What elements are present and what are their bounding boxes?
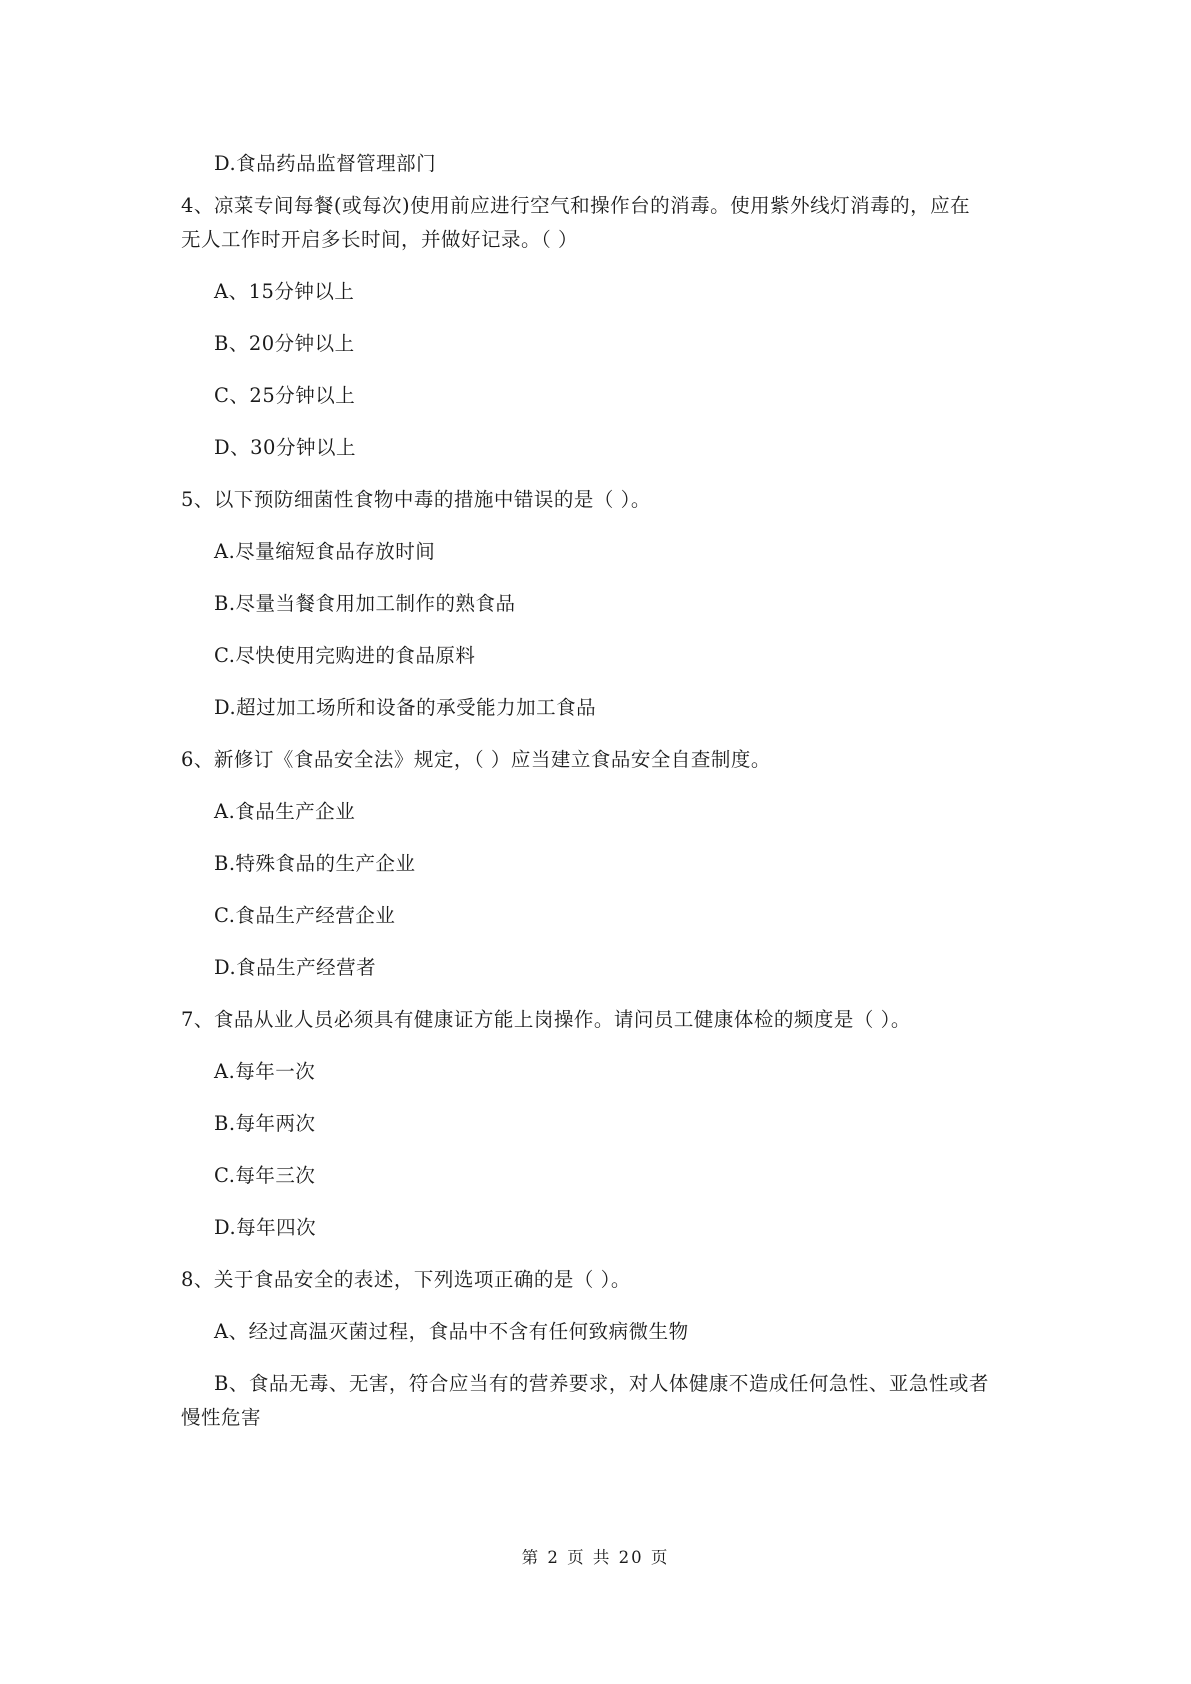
question-7-option-a: A.每年一次 [214, 1060, 316, 1083]
question-6-option-a: A.食品生产企业 [214, 800, 356, 823]
question-4-text-line-1: 4、凉菜专间每餐(或每次)使用前应进行空气和操作台的消毒。使用紫外线灯消毒的，应在 [181, 194, 971, 217]
question-8-option-b-line-1: B、食品无毒、无害，符合应当有的营养要求，对人体健康不造成任何急性、亚急性或者 [214, 1372, 989, 1395]
question-4-option-a: A、15分钟以上 [214, 280, 355, 303]
question-4-text-line-2: 无人工作时开启多长时间，并做好记录。（ ） [181, 228, 578, 251]
question-4-option-b: B、20分钟以上 [214, 332, 355, 355]
question-7-option-c: C.每年三次 [214, 1164, 316, 1187]
question-5-option-d: D.超过加工场所和设备的承受能力加工食品 [214, 696, 597, 719]
question-6-option-d: D.食品生产经营者 [214, 956, 377, 979]
question-5-option-c: C.尽快使用完购进的食品原料 [214, 644, 476, 667]
question-7-option-d: D.每年四次 [214, 1216, 317, 1239]
question-8-option-b-line-2: 慢性危害 [181, 1406, 262, 1429]
question-6-text: 6、新修订《食品安全法》规定，（ ）应当建立食品安全自查制度。 [181, 748, 771, 771]
question-5-option-b: B.尽量当餐食用加工制作的熟食品 [214, 592, 516, 615]
question-5-text: 5、以下预防细菌性食物中毒的措施中错误的是（ ）。 [181, 488, 651, 511]
question-7-text: 7、食品从业人员必须具有健康证方能上岗操作。请问员工健康体检的频度是（ ）。 [181, 1008, 911, 1031]
question-7-option-b: B.每年两次 [214, 1112, 316, 1135]
option-d-prev-question: D.食品药品监督管理部门 [214, 152, 437, 175]
question-4-option-c: C、25分钟以上 [214, 384, 356, 407]
question-4-option-d: D、30分钟以上 [214, 436, 356, 459]
question-8-option-a: A、经过高温灭菌过程，食品中不含有任何致病微生物 [214, 1320, 689, 1343]
question-8-text: 8、关于食品安全的表述，下列选项正确的是（ ）。 [181, 1268, 631, 1291]
question-6-option-b: B.特殊食品的生产企业 [214, 852, 416, 875]
page-footer: 第 2 页 共 20 页 [521, 1548, 670, 1567]
question-6-option-c: C.食品生产经营企业 [214, 904, 396, 927]
question-5-option-a: A.尽量缩短食品存放时间 [214, 540, 436, 563]
